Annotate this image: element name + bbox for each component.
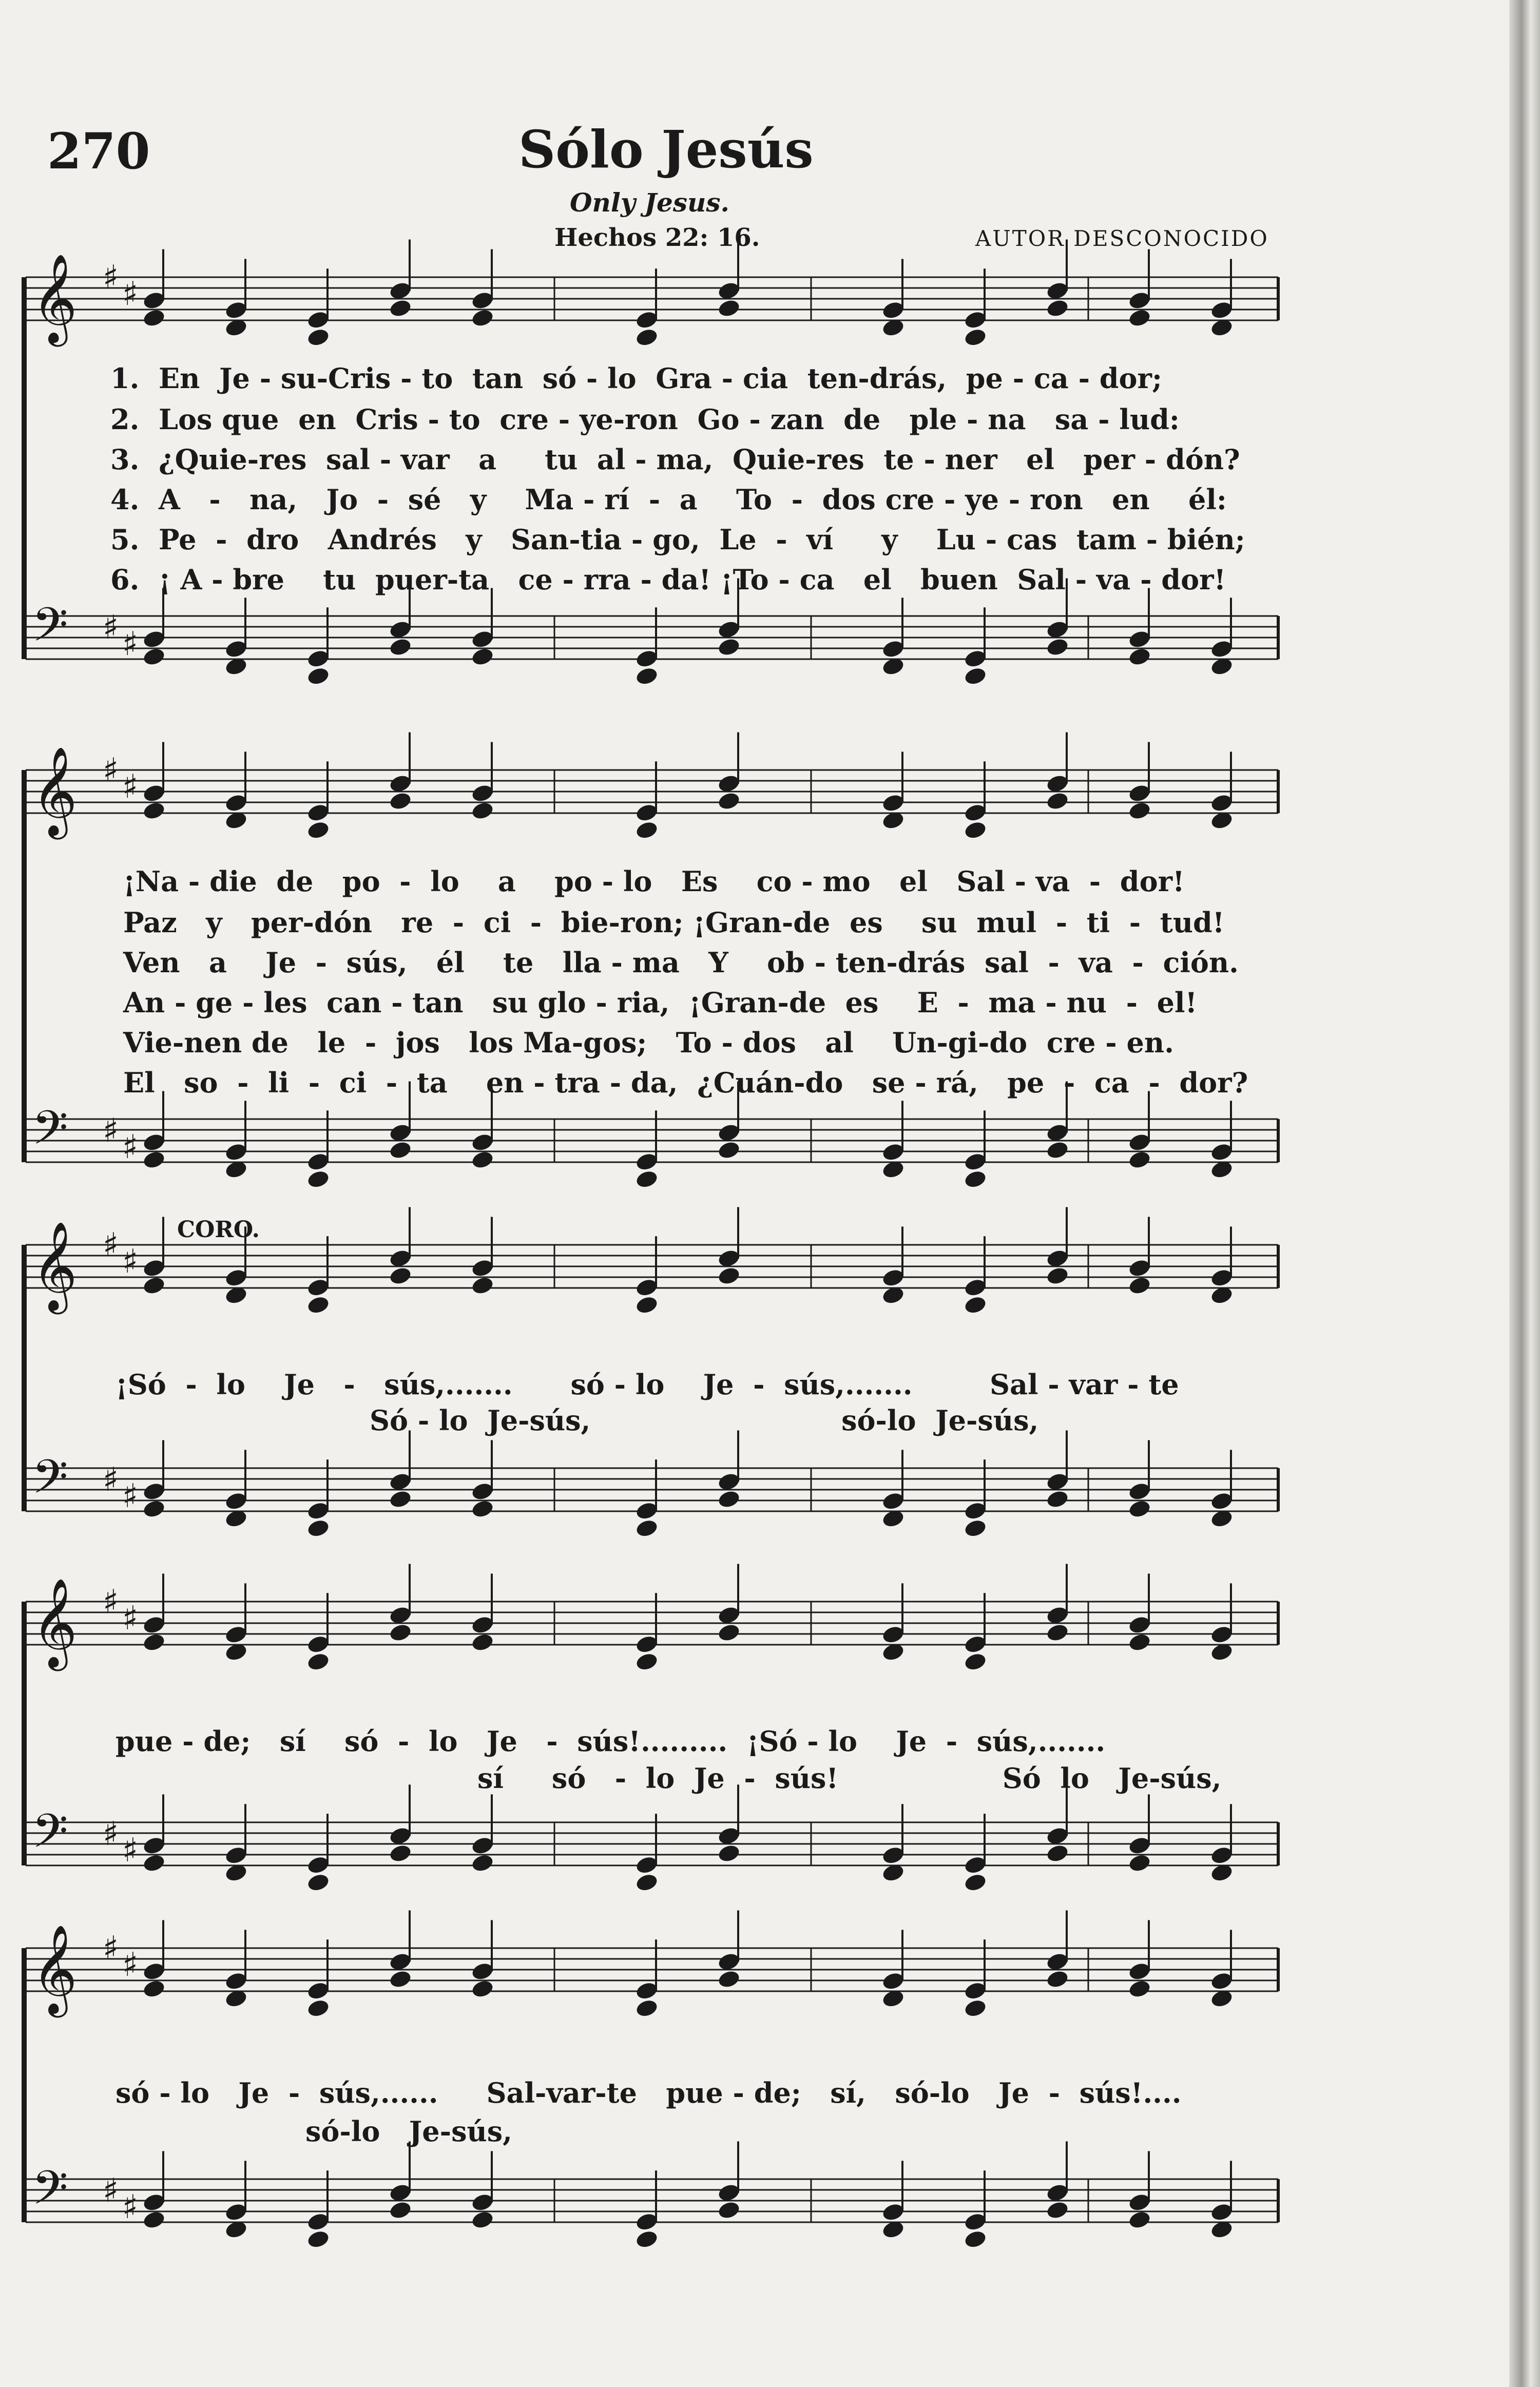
chorus-label: CORO.: [177, 1217, 260, 1243]
note-head-360: [306, 1872, 330, 1893]
chorus-line-1b: Só - lo Je-sús, só-lo Je-sús,: [370, 1404, 1039, 1437]
note-head-42: [963, 327, 987, 348]
note-head-432: [1127, 1978, 1151, 1999]
sharp-sign-12: ♯: [103, 259, 119, 297]
verse-6-line-b: El so - li - ci - ta en - tra - da, ¿Cuán-do se - rá, pe - ca - dor?: [123, 1066, 1248, 1099]
verse-2-line-a: 2. Los que en Cris - to cre - ye-ron Go - zan de ple - na sa - lud:: [110, 403, 1180, 436]
note-head-18: [142, 307, 166, 328]
verse-3-line-a: 3. ¿Quie-res sal - var a tu al - ma, Quie-res te - ner el per - dón?: [110, 443, 1240, 476]
note-head-402: [142, 1978, 166, 1999]
note-head-354: [142, 1853, 166, 1873]
verse-1-line-a: 1. En Je - su-Cris - to tan só - lo Gra - cia ten-drás, pe - ca - dor;: [110, 362, 1162, 395]
note-head-369: [634, 1872, 659, 1893]
verse-6-line-a: 6. ¡ A - bre tu puer-ta ce - rra - da! ¡To - ca el buen Sal - va - dor!: [110, 563, 1226, 596]
treble-clef-107: 𝄞: [32, 746, 78, 836]
sharp-sign-300: ♯: [103, 1583, 119, 1621]
note-head-408: [306, 1998, 330, 2018]
note-head-363: [388, 1843, 412, 1864]
sharp-sign-445: ♯: [122, 2188, 138, 2226]
sharp-sign-348: ♯: [103, 1815, 119, 1853]
sharp-sign-349: ♯: [122, 1832, 138, 1870]
note-head-33: [634, 327, 659, 348]
note-head-282: [963, 1518, 987, 1538]
treble-clef-395: 𝄞: [32, 1924, 78, 2014]
system-brace-0: [22, 277, 27, 659]
note-head-27: [388, 298, 412, 319]
note-head-216: [306, 1295, 330, 1315]
verse-1-line-b: ¡Na - die de po - lo a po - lo Es co - mo el Sal - va - dor!: [123, 865, 1185, 898]
note-head-270: [470, 1498, 494, 1519]
note-head-186: [963, 1169, 987, 1189]
note-head-75: [388, 637, 412, 658]
treble-clef-11: 𝄞: [32, 254, 78, 343]
note-head-372: [717, 1843, 741, 1864]
note-head-30: [470, 307, 494, 328]
sharp-sign-156: ♯: [103, 1112, 119, 1150]
note-head-177: [634, 1169, 659, 1189]
note-head-126: [470, 800, 494, 821]
note-head-210: [142, 1275, 166, 1296]
note-head-162: [142, 1149, 166, 1170]
note-head-468: [717, 2200, 741, 2221]
note-head-132: [717, 791, 741, 812]
note-head-81: [634, 666, 659, 686]
note-head-414: [470, 1978, 494, 1999]
note-head-258: [142, 1498, 166, 1519]
sharp-sign-60: ♯: [103, 609, 119, 647]
note-head-417: [634, 1998, 659, 2018]
sharp-sign-204: ♯: [103, 1226, 119, 1264]
note-head-474: [963, 2229, 987, 2249]
hymn-number: 270: [47, 122, 150, 180]
note-head-123: [388, 791, 412, 812]
sharp-sign-108: ♯: [103, 752, 119, 790]
note-head-264: [306, 1518, 330, 1538]
note-head-237: [1045, 1266, 1069, 1286]
note-head-84: [717, 637, 741, 658]
note-head-336: [1127, 1632, 1151, 1652]
note-head-120: [306, 820, 330, 840]
sharp-sign-444: ♯: [103, 2172, 119, 2210]
note-head-24: [306, 327, 330, 348]
hymn-title: Sólo Jesús: [518, 119, 814, 180]
note-head-384: [1127, 1853, 1151, 1873]
note-head-72: [306, 666, 330, 686]
note-head-219: [388, 1266, 412, 1286]
note-head-273: [634, 1518, 659, 1538]
bass-clef-251: 𝄢: [32, 1450, 68, 1515]
note-head-477: [1045, 2200, 1069, 2221]
verse-2-line-b: Paz y per-dón re - ci - bie-ron; ¡Gran-de es su mul - ti - tud!: [123, 906, 1225, 939]
system-brace-4: [22, 1948, 27, 2222]
note-head-312: [306, 1651, 330, 1672]
note-head-330: [963, 1651, 987, 1672]
note-head-276: [717, 1489, 741, 1510]
note-head-225: [634, 1295, 659, 1315]
note-head-144: [1127, 800, 1151, 821]
note-head-180: [717, 1140, 741, 1161]
system-brace-1: [22, 770, 27, 1162]
sharp-sign-301: ♯: [122, 1600, 138, 1638]
sharp-sign-157: ♯: [122, 1128, 138, 1166]
treble-clef-299: 𝄞: [32, 1578, 78, 1667]
verse-5-line-b: Vie-nen de le - jos los Ma-gos; To - dos al Un-gi-do cre - en.: [123, 1026, 1174, 1059]
note-head-426: [963, 1998, 987, 2018]
sharp-sign-396: ♯: [103, 1930, 119, 1968]
note-head-222: [470, 1275, 494, 1296]
system-brace-2: [22, 1245, 27, 1511]
sharp-sign-205: ♯: [122, 1243, 138, 1281]
note-head-48: [1127, 307, 1151, 328]
note-head-141: [1045, 791, 1069, 812]
note-head-420: [717, 1969, 741, 1990]
bass-clef-59: 𝄢: [32, 598, 68, 663]
note-head-45: [1045, 298, 1069, 319]
sharp-sign-252: ♯: [103, 1461, 119, 1499]
chorus-line-2a: pue - de; sí só - lo Je - sús!......... ¡Só - lo Je - sús,.......: [116, 1725, 1106, 1758]
bass-clef-347: 𝄢: [32, 1804, 68, 1870]
note-head-429: [1045, 1969, 1069, 1990]
note-head-234: [963, 1295, 987, 1315]
system-brace-3: [22, 1602, 27, 1865]
note-head-318: [470, 1632, 494, 1652]
chorus-line-3b: só-lo Je-sús,: [305, 2115, 512, 2148]
chorus-line-1a: ¡Só - lo Je - sús,....... só - lo Je - sús,....... Sal - var - te: [116, 1368, 1179, 1401]
sharp-sign-253: ♯: [122, 1477, 138, 1515]
note-head-411: [388, 1969, 412, 1990]
note-head-36: [717, 298, 741, 319]
note-head-192: [1127, 1149, 1151, 1170]
sharp-sign-397: ♯: [122, 1946, 138, 1984]
note-head-480: [1127, 2209, 1151, 2230]
note-head-366: [470, 1853, 494, 1873]
chorus-line-3a: só - lo Je - sús,...... Sal-var-te pue - de; sí, só-lo Je - sús!....: [116, 2076, 1182, 2109]
note-head-174: [470, 1149, 494, 1170]
note-head-378: [963, 1872, 987, 1893]
note-head-465: [634, 2229, 659, 2249]
sharp-sign-109: ♯: [122, 768, 138, 806]
note-head-189: [1045, 1140, 1069, 1161]
note-head-66: [142, 646, 166, 667]
note-head-171: [388, 1140, 412, 1161]
note-head-381: [1045, 1843, 1069, 1864]
note-head-138: [963, 820, 987, 840]
note-head-306: [142, 1632, 166, 1652]
note-head-228: [717, 1266, 741, 1286]
chorus-line-2b: sí só - lo Je - sús! Só lo Je-sús,: [477, 1762, 1222, 1795]
note-head-456: [306, 2229, 330, 2249]
note-head-288: [1127, 1498, 1151, 1519]
bass-clef-155: 𝄢: [32, 1101, 68, 1166]
note-head-240: [1127, 1275, 1151, 1296]
note-head-324: [717, 1623, 741, 1643]
note-head-90: [963, 666, 987, 686]
bass-clef-443: 𝄢: [32, 2161, 68, 2226]
hymn-subtitle: Only Jesus.: [570, 187, 729, 218]
note-head-114: [142, 800, 166, 821]
note-head-129: [634, 820, 659, 840]
note-head-462: [470, 2209, 494, 2230]
note-head-78: [470, 646, 494, 667]
verse-5-line-a: 5. Pe - dro Andrés y San-tia - go, Le - ví y Lu - cas tam - bién;: [110, 523, 1245, 556]
note-head-450: [142, 2209, 166, 2230]
verse-4-line-b: An - ge - les can - tan su glo - ria, ¡Gran-de es E - ma - nu - el!: [123, 986, 1198, 1019]
note-head-168: [306, 1169, 330, 1189]
note-head-459: [388, 2200, 412, 2221]
note-head-93: [1045, 637, 1069, 658]
note-head-96: [1127, 646, 1151, 667]
sharp-sign-13: ♯: [122, 275, 138, 313]
note-head-267: [388, 1489, 412, 1510]
verse-4-line-a: 4. A - na, Jo - sé y Ma - rí - a To - dos cre - ye - ron en él:: [110, 483, 1227, 516]
note-head-321: [634, 1651, 659, 1672]
scripture-reference: Hechos 22: 16.: [554, 223, 760, 252]
treble-clef-203: 𝄞: [32, 1221, 78, 1311]
hymn-author: AUTOR DESCONOCIDO: [975, 226, 1269, 251]
verse-3-line-b: Ven a Je - sús, él te lla - ma Y ob - ten-drás sal - va - ción.: [123, 946, 1239, 979]
note-head-285: [1045, 1489, 1069, 1510]
note-head-333: [1045, 1623, 1069, 1643]
sharp-sign-61: ♯: [122, 625, 138, 663]
note-head-315: [388, 1623, 412, 1643]
